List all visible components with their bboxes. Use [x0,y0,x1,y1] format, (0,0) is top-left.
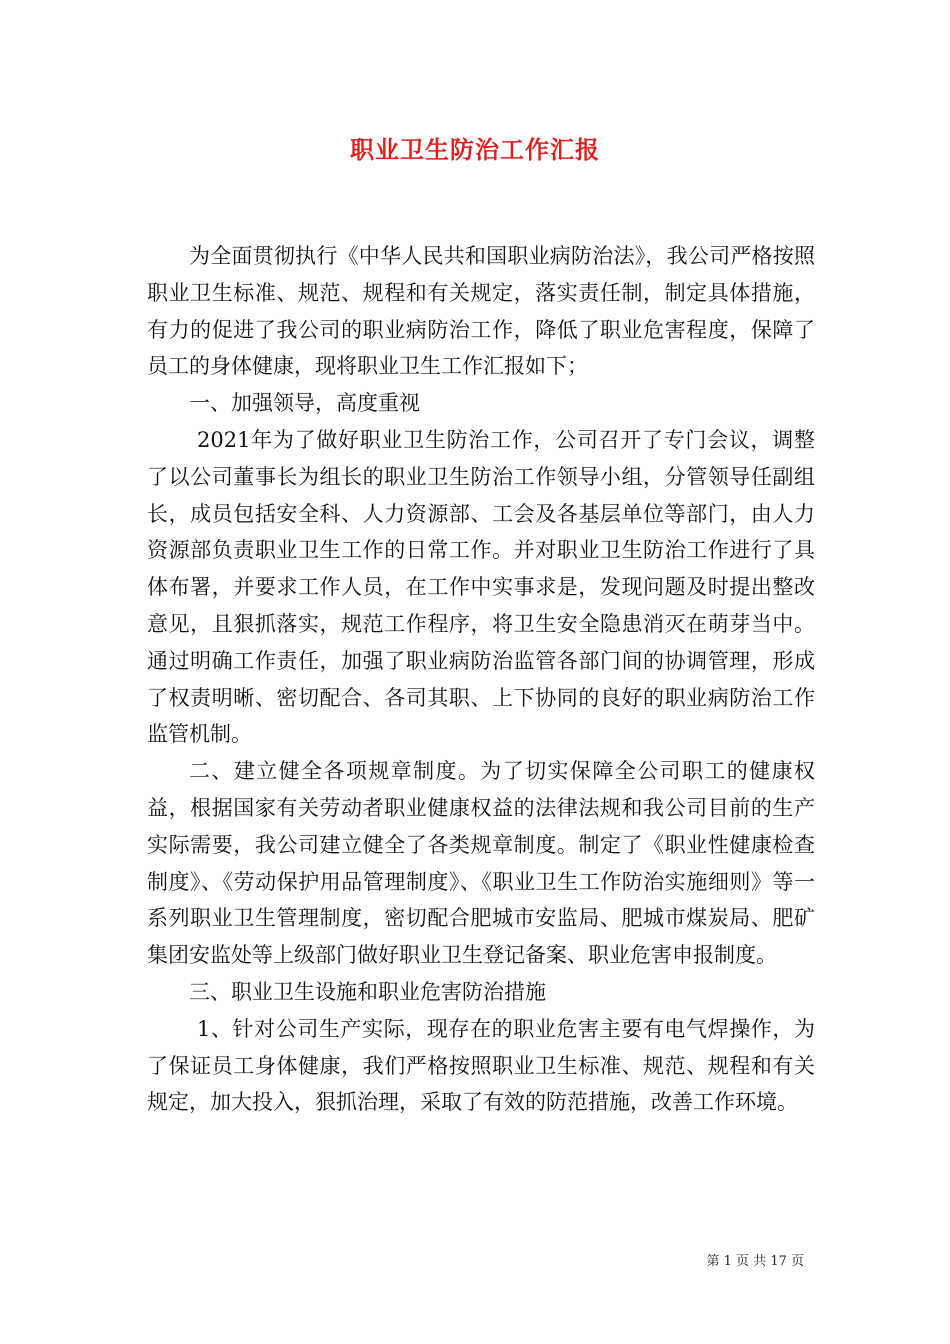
page-number-footer: 第 1 页 共 17 页 [706,1254,804,1269]
paragraph-section-2: 二、建立健全各项规章制度。为了切实保障全公司职工的健康权益，根据国家有关劳动者职业健康权益的法律法规和我公司目前的生产实际需要，我公司建立健全了各类规章制度。制定了《职业性健康检查制度》、《劳动保护用品管理制度》、《职业卫生工作防治实施细则》等一系列职业卫生管理制度，密切配合肥城市安监局、肥城市煤炭局、肥矿集团安监处等上级部门做好职业卫生登记备案、职业危害申报制度。 [147,759,815,968]
heading-section-3: 三、职业卫生设施和职业危害防治措施 [189,979,546,1004]
document-title: 职业卫生防治工作汇报 [350,135,600,164]
document-body [147,238,815,1121]
paragraph-intro: 为全面贯彻执行《中华人民共和国职业病防治法》，我公司严格按照职业卫生标准、规范、规程和有关规定，落实责任制，制定具体措施，有力的促进了我公司的职业病防治工作，降低了职业危害程度，保障了员工的身体健康，现将职业卫生工作汇报如下； [147,244,815,379]
paragraph-section-1: 2021年为了做好职业卫生防治工作，公司召开了专门会议，调整了以公司董事长为组长的职业卫生防治工作领导小组，分管领导任副组长，成员包括安全科、人力资源部、工会及各基层单位等部门，由人力资源部负责职业卫生工作的日常工作。并对职业卫生防治工作进行了具体布署，并要求工作人员，在工作中实事求是，发现问题及时提出整改意见，且狠抓落实，规范工作程序，将卫生安全隐患消灭在萌芽当中。通过明确工作责任，加强了职业病防治监管各部门间的协调管理，形成了权责明晰、密切配合、各司其职、上下协同的良好的职业病防治工作监管机制。 [147,427,815,747]
heading-section-1: 一、加强领导，高度重视 [189,391,420,416]
paragraph-section-3-item-1: 1、针对公司生产实际，现存在的职业危害主要有电气焊操作，为了保证员工身体健康，我们严格按照职业卫生标准、规范、规程和有关规定，加大投入，狠抓治理，采取了有效的防范措施，改善工作环境。 [147,1016,815,1115]
